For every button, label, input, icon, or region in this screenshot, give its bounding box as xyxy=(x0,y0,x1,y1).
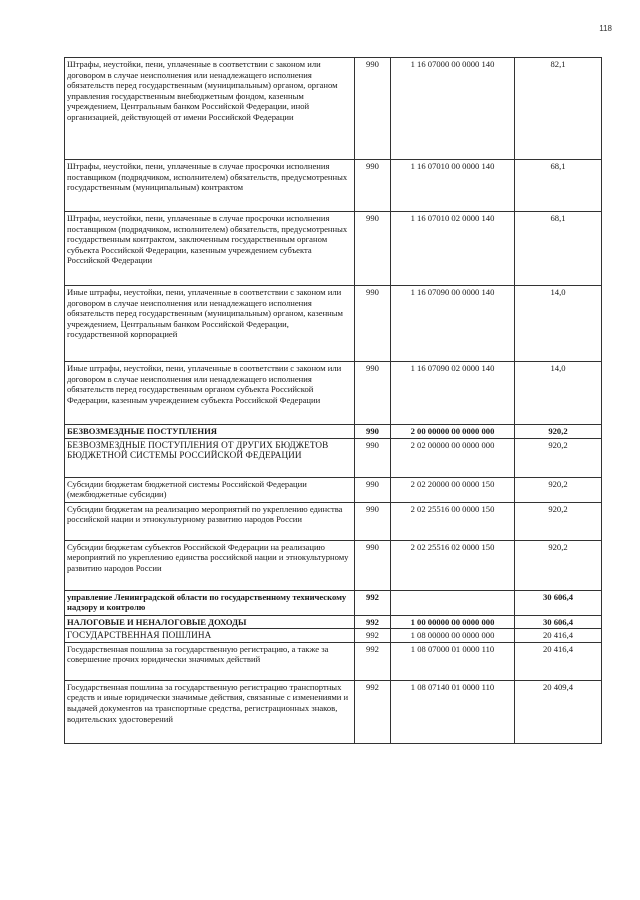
amount-cell: 68,1 xyxy=(515,160,602,212)
table-row xyxy=(65,642,602,680)
budget-classification-code-cell: 2 02 25516 00 0000 150 xyxy=(391,502,515,540)
budget-classification-code-cell: 2 02 25516 02 0000 150 xyxy=(391,540,515,590)
revenue-name-cell: Штрафы, неустойки, пени, уплаченные в соответствии с законом или договором в случае неисполнения или ненадлежащего исполнения обязательств перед государственным (муниципальным) органом, органом управления государственным внебюджетным фондом, казенным учреждением, Центральным банком Российской Федерации, иной организацией, действующей от имени Российской Федерации xyxy=(65,58,355,160)
budget-classification-code-cell: 2 02 20000 00 0000 150 xyxy=(391,477,515,502)
revenue-table-body xyxy=(65,58,602,744)
table-row xyxy=(65,540,602,590)
revenue-name-cell: управление Ленинградской области по государственному техническому надзору и контролю xyxy=(65,590,355,615)
administrator-code-cell: 992 xyxy=(355,680,391,743)
table-row xyxy=(65,502,602,540)
administrator-code-cell: 990 xyxy=(355,438,391,477)
revenue-name-cell: Субсидии бюджетам бюджетной системы Российской Федерации (межбюджетные субсидии) xyxy=(65,477,355,502)
administrator-code-cell: 990 xyxy=(355,502,391,540)
budget-classification-code-cell: 1 08 07140 01 0000 110 xyxy=(391,680,515,743)
amount-cell: 20 416,4 xyxy=(515,629,602,643)
revenue-name-cell: Субсидии бюджетам на реализацию мероприятий по укреплению единства российской нации и этнокультурному развитию народов России xyxy=(65,502,355,540)
amount-cell: 20 416,4 xyxy=(515,642,602,680)
amount-cell: 920,2 xyxy=(515,438,602,477)
budget-classification-code-cell: 1 16 07090 00 0000 140 xyxy=(391,286,515,362)
budget-classification-code-cell: 2 02 00000 00 0000 000 xyxy=(391,438,515,477)
table-row xyxy=(65,477,602,502)
budget-classification-code-cell: 1 08 00000 00 0000 000 xyxy=(391,629,515,643)
budget-classification-code-cell: 1 16 07010 02 0000 140 xyxy=(391,212,515,286)
administrator-code-cell: 990 xyxy=(355,286,391,362)
page-number: 118 xyxy=(599,24,612,33)
administrator-code-cell: 990 xyxy=(355,212,391,286)
amount-cell: 14,0 xyxy=(515,362,602,425)
revenue-name-cell: Штрафы, неустойки, пени, уплаченные в случае просрочки исполнения поставщиком (подрядчиком, исполнителем) обязательств, предусмотренных государственным (муниципальным) контрактом xyxy=(65,160,355,212)
amount-cell: 920,2 xyxy=(515,540,602,590)
revenue-table xyxy=(64,57,602,744)
administrator-code-cell: 990 xyxy=(355,540,391,590)
revenue-name-cell: БЕЗВОЗМЕЗДНЫЕ ПОСТУПЛЕНИЯ xyxy=(65,425,355,439)
table-row xyxy=(65,438,602,477)
table-row xyxy=(65,286,602,362)
amount-cell: 82,1 xyxy=(515,58,602,160)
administrator-code-cell: 992 xyxy=(355,615,391,629)
amount-cell: 68,1 xyxy=(515,212,602,286)
budget-classification-code-cell: 2 00 00000 00 0000 000 xyxy=(391,425,515,439)
revenue-name-cell: Штрафы, неустойки, пени, уплаченные в случае просрочки исполнения поставщиком (подрядчиком, исполнителем) обязательств, предусмотренных государственным контрактом, заключенным государственным органом субъекта Российской Федерации, казенным учреждением субъекта Российской Федерации xyxy=(65,212,355,286)
budget-classification-code-cell: 1 16 07010 00 0000 140 xyxy=(391,160,515,212)
revenue-name-cell: БЕЗВОЗМЕЗДНЫЕ ПОСТУПЛЕНИЯ ОТ ДРУГИХ БЮДЖЕТОВ БЮДЖЕТНОЙ СИСТЕМЫ РОССИЙСКОЙ ФЕДЕРАЦИИ xyxy=(65,438,355,477)
administrator-code-cell: 992 xyxy=(355,629,391,643)
table-row xyxy=(65,590,602,615)
administrator-code-cell: 990 xyxy=(355,58,391,160)
revenue-name-cell: ГОСУДАРСТВЕННАЯ ПОШЛИНА xyxy=(65,629,355,643)
revenue-name-cell: Государственная пошлина за государственную регистрацию, а также за совершение прочих юридически значимых действий xyxy=(65,642,355,680)
administrator-code-cell: 990 xyxy=(355,425,391,439)
table-row xyxy=(65,629,602,643)
administrator-code-cell: 990 xyxy=(355,477,391,502)
administrator-code-cell: 990 xyxy=(355,160,391,212)
table-row xyxy=(65,212,602,286)
administrator-code-cell: 990 xyxy=(355,362,391,425)
amount-cell: 920,2 xyxy=(515,425,602,439)
revenue-name-cell: Иные штрафы, неустойки, пени, уплаченные в соответствии с законом или договором в случае неисполнения или ненадлежащего исполнения обязательств перед государственным органом субъекта Российской Федерации, казенным учреждением субъекта Российской Федерации xyxy=(65,362,355,425)
budget-classification-code-cell: 1 08 07000 01 0000 110 xyxy=(391,642,515,680)
amount-cell: 30 606,4 xyxy=(515,590,602,615)
budget-classification-code-cell: 1 16 07090 02 0000 140 xyxy=(391,362,515,425)
amount-cell: 920,2 xyxy=(515,502,602,540)
administrator-code-cell: 992 xyxy=(355,590,391,615)
table-row xyxy=(65,58,602,160)
budget-classification-code-cell: 1 16 07000 00 0000 140 xyxy=(391,58,515,160)
revenue-name-cell: Государственная пошлина за государственную регистрацию транспортных средств и иные юридически значимые действия, связанные с изменениями и выдачей документов на транспортные средства, регистрационных знаков, водительских удостоверений xyxy=(65,680,355,743)
revenue-name-cell: Субсидии бюджетам субъектов Российской Федерации на реализацию мероприятий по укреплению единства российской нации и этнокультурному развитию народов России xyxy=(65,540,355,590)
amount-cell: 30 606,4 xyxy=(515,615,602,629)
amount-cell: 20 409,4 xyxy=(515,680,602,743)
amount-cell: 920,2 xyxy=(515,477,602,502)
revenue-name-cell: Иные штрафы, неустойки, пени, уплаченные в соответствии с законом или договором в случае неисполнения или ненадлежащего исполнения обязательств перед государственным (муниципальным) органом, казенным учреждением, Центральным банком Российской Федерации, государственной корпорацией xyxy=(65,286,355,362)
table-row xyxy=(65,160,602,212)
amount-cell: 14,0 xyxy=(515,286,602,362)
table-row xyxy=(65,362,602,425)
table-row xyxy=(65,615,602,629)
table-row xyxy=(65,425,602,439)
administrator-code-cell: 992 xyxy=(355,642,391,680)
budget-classification-code-cell xyxy=(391,590,515,615)
budget-classification-code-cell: 1 00 00000 00 0000 000 xyxy=(391,615,515,629)
table-row xyxy=(65,680,602,743)
revenue-name-cell: НАЛОГОВЫЕ И НЕНАЛОГОВЫЕ ДОХОДЫ xyxy=(65,615,355,629)
